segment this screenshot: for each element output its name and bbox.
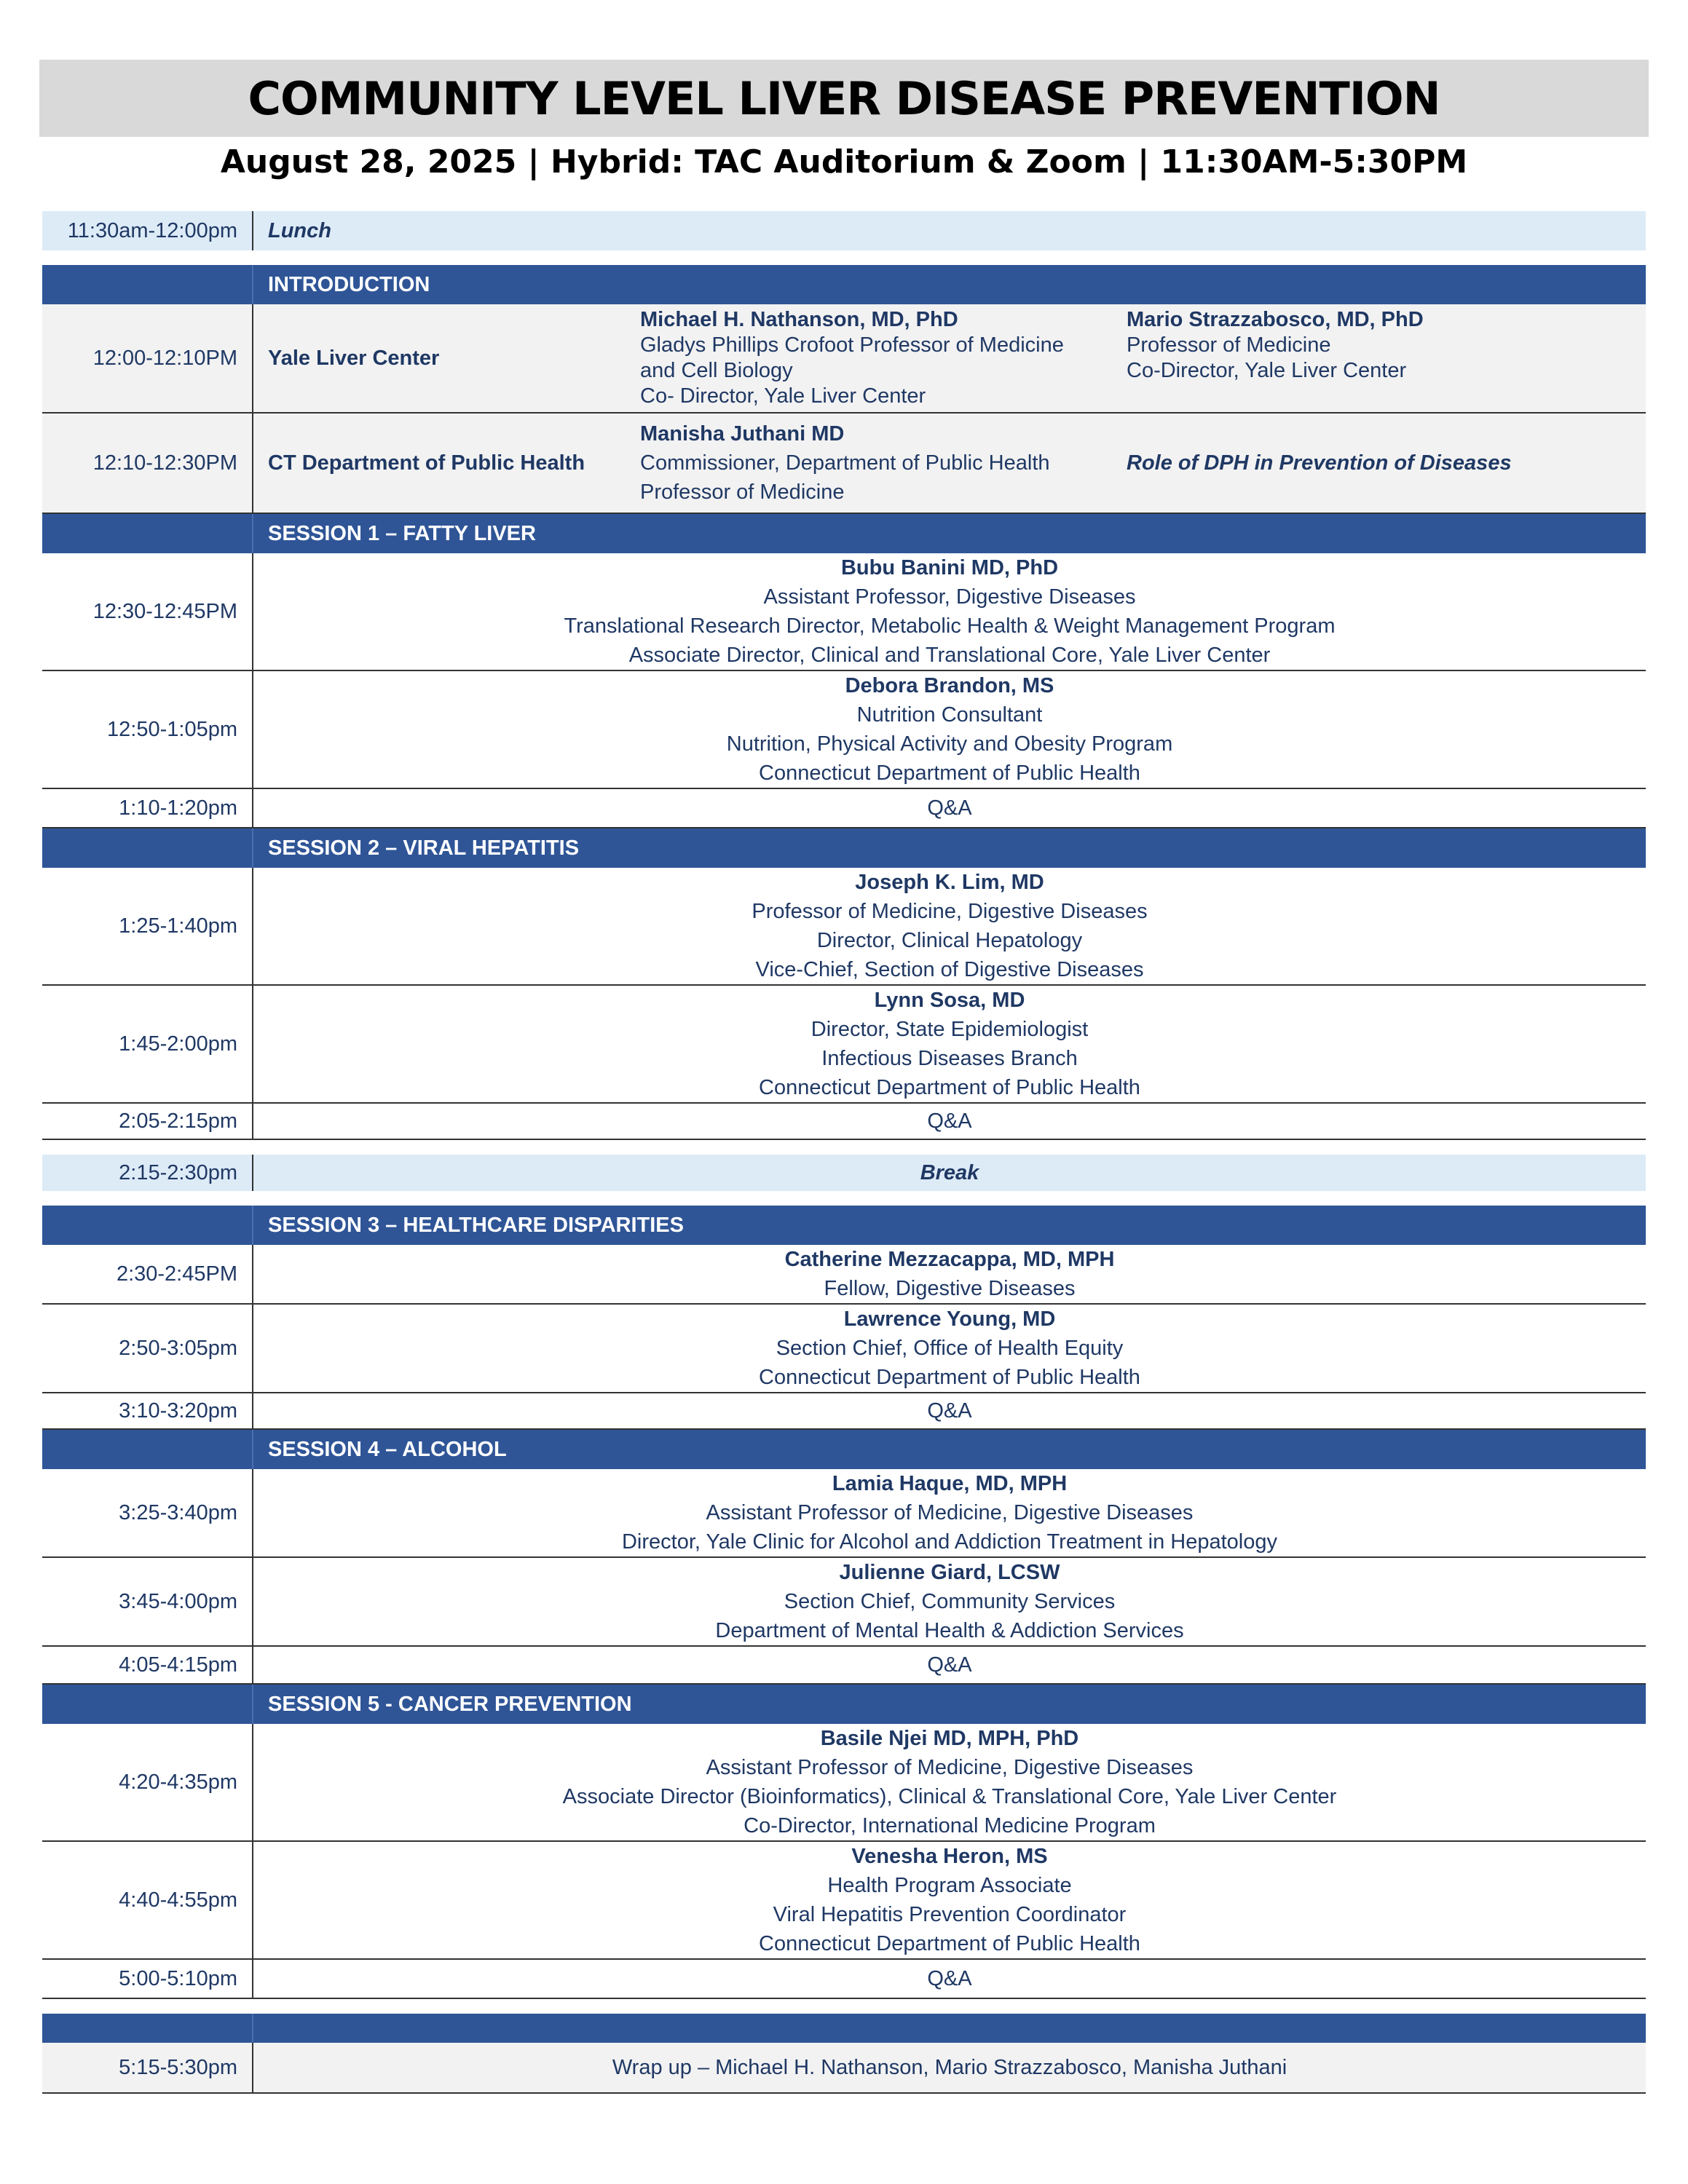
speaker-title: Vice-Chief, Section of Digestive Diseases [755, 958, 1144, 981]
speaker-title: Nutrition Consultant [856, 703, 1043, 727]
speaker-title: Co-Director, International Medicine Program [744, 1814, 1156, 1837]
intro-row-yale [42, 304, 1646, 414]
slot-time: 12:50-1:05pm [42, 671, 253, 788]
speaker-name: Catherine Mezzacappa, MD, MPH [784, 1248, 1115, 1271]
session3-row-2 [42, 1305, 1646, 1393]
wrapup-label: Wrap up – Michael H. Nathanson, Mario Strazzabosco, Manisha Juthani [612, 2056, 1287, 2079]
speaker-title: Fellow, Digestive Diseases [824, 1277, 1076, 1300]
break-time: 2:15-2:30pm [42, 1155, 253, 1191]
wrapup-time: 5:15-5:30pm [42, 2043, 253, 2092]
session3-row-1 [42, 1245, 1646, 1305]
speaker-name: Julienne Giard, LCSW [839, 1561, 1060, 1584]
intro-header-label: INTRODUCTION [268, 272, 430, 296]
speaker-title: Assistant Professor, Digestive Diseases [763, 585, 1136, 609]
session4-header-label: SESSION 4 – ALCOHOL [268, 1437, 507, 1461]
wrapup-row [42, 2043, 1646, 2094]
speaker-title: and Cell Biology [640, 359, 793, 382]
session5-row-2 [42, 1842, 1646, 1960]
speaker-name: Manisha Juthani MD [640, 422, 845, 446]
slot-content [253, 1245, 1646, 1303]
speaker-title: Director, Yale Clinic for Alcohol and Addiction Treatment in Hepatology [621, 1530, 1278, 1554]
slot-content [253, 1842, 1646, 1958]
page-title: COMMUNITY LEVEL LIVER DISEASE PREVENTION [248, 71, 1440, 125]
speaker-title: Associate Director (Bioinformatics), Clinical & Translational Core, Yale Liver Center [562, 1785, 1337, 1808]
speaker-title: Nutrition, Physical Activity and Obesity Program [726, 732, 1173, 756]
speaker-title: Department of Mental Health & Addiction Services [715, 1619, 1184, 1642]
session1-header-label: SESSION 1 – FATTY LIVER [268, 521, 536, 545]
session3-header [42, 1206, 1646, 1245]
speaker-title: Co- Director, Yale Liver Center [640, 384, 926, 408]
speaker-title: Professor of Medicine [1127, 333, 1331, 357]
slot-content [253, 553, 1646, 670]
slot-content [253, 671, 1646, 788]
slot-content [253, 1724, 1646, 1840]
speaker-name: Lawrence Young, MD [843, 1307, 1056, 1331]
slot-time: 5:00-5:10pm [42, 1960, 253, 1998]
slot-time: 12:30-12:45PM [42, 553, 253, 670]
session4-header [42, 1430, 1646, 1469]
title-bar [39, 60, 1649, 137]
speaker-title: Professor of Medicine [640, 480, 845, 504]
session3-qa-row [42, 1393, 1646, 1430]
agenda-table [42, 211, 1646, 2094]
speaker-title: Professor of Medicine, Digestive Diseases [752, 900, 1148, 923]
speaker-title: Translational Research Director, Metabolic Health & Weight Management Program [564, 614, 1336, 638]
session2-row-2 [42, 986, 1646, 1104]
qa-label: Q&A [927, 1967, 972, 1990]
speaker-name: Bubu Banini MD, PhD [840, 556, 1059, 579]
intro-row2-org: CT Department of Public Health [268, 451, 585, 475]
speaker-title: Assistant Professor of Medicine, Digestive Diseases [706, 1501, 1194, 1524]
speaker-name: Lynn Sosa, MD [874, 989, 1025, 1012]
wrapup-header [42, 2014, 1646, 2043]
session4-row-2 [42, 1558, 1646, 1647]
speaker-name: Debora Brandon, MS [845, 674, 1054, 697]
slot-time: 1:25-1:40pm [42, 868, 253, 984]
intro-row1-speaker1 [640, 304, 1127, 412]
session1-header [42, 514, 1646, 553]
speaker-name: Venesha Heron, MS [851, 1845, 1048, 1868]
slot-time: 1:45-2:00pm [42, 986, 253, 1102]
session1-row-2 [42, 671, 1646, 789]
slot-time: 4:40-4:55pm [42, 1842, 253, 1958]
session2-qa-row [42, 1104, 1646, 1140]
speaker-name: Basile Njei MD, MPH, PhD [820, 1727, 1079, 1750]
session4-qa-row [42, 1647, 1646, 1685]
qa-label: Q&A [927, 1399, 972, 1423]
slot-time: 3:45-4:00pm [42, 1558, 253, 1645]
speaker-name: Michael H. Nathanson, MD, PhD [640, 308, 958, 331]
intro-row-dph [42, 414, 1646, 514]
speaker-title: Health Program Associate [827, 1874, 1072, 1897]
intro-row1-speaker2 [1127, 304, 1646, 412]
session2-header [42, 828, 1646, 868]
speaker-title: Section Chief, Community Services [784, 1590, 1116, 1613]
slot-time: 3:25-3:40pm [42, 1469, 253, 1556]
slot-time: 3:10-3:20pm [42, 1393, 253, 1428]
session5-row-1 [42, 1724, 1646, 1842]
speaker-title: Connecticut Department of Public Health [759, 1076, 1140, 1099]
speaker-name: Joseph K. Lim, MD [855, 871, 1044, 894]
session4-row-1 [42, 1469, 1646, 1558]
speaker-name: Lamia Haque, MD, MPH [832, 1472, 1068, 1495]
slot-content [253, 1469, 1646, 1556]
session1-row-1 [42, 553, 1646, 671]
slot-content [253, 986, 1646, 1102]
intro-row2-topic-cell [1127, 414, 1646, 513]
speaker-title: Viral Hepatitis Prevention Coordinator [773, 1903, 1127, 1926]
slot-content [253, 868, 1646, 984]
speaker-title: Director, State Epidemiologist [811, 1018, 1089, 1041]
qa-label: Q&A [927, 796, 972, 820]
slot-time: 2:50-3:05pm [42, 1305, 253, 1392]
speaker-title: Connecticut Department of Public Health [759, 761, 1140, 785]
speaker-title: Assistant Professor of Medicine, Digestive Diseases [706, 1756, 1194, 1779]
speaker-title: Associate Director, Clinical and Translational Core, Yale Liver Center [628, 644, 1271, 667]
speaker-name: Mario Strazzabosco, MD, PhD [1127, 308, 1424, 331]
intro-row1-org: Yale Liver Center [268, 346, 440, 370]
speaker-title: Co-Director, Yale Liver Center [1127, 359, 1407, 382]
slot-time: 4:20-4:35pm [42, 1724, 253, 1840]
speaker-title: Gladys Phillips Crofoot Professor of Medicine [640, 333, 1064, 357]
slot-content [253, 1558, 1646, 1645]
slot-time: 4:05-4:15pm [42, 1647, 253, 1683]
lunch-row [42, 211, 1646, 250]
break-row [42, 1155, 1646, 1191]
intro-row1-time: 12:00-12:10PM [42, 304, 253, 412]
slot-time: 2:05-2:15pm [42, 1104, 253, 1139]
break-label: Break [920, 1160, 979, 1184]
slot-time: 2:30-2:45PM [42, 1245, 253, 1303]
intro-row2-speaker [640, 414, 1127, 513]
session5-header-label: SESSION 5 - CANCER PREVENTION [268, 1692, 632, 1716]
lunch-time: 11:30am-12:00pm [42, 211, 253, 250]
page-subtitle: August 28, 2025 | Hybrid: TAC Auditorium & Zoom | 11:30AM-5:30PM [220, 143, 1468, 181]
speaker-title: Connecticut Department of Public Health [759, 1932, 1140, 1955]
topic: Role of DPH in Prevention of Diseases [1127, 451, 1512, 475]
session2-header-label: SESSION 2 – VIRAL HEPATITIS [268, 836, 580, 860]
qa-label: Q&A [927, 1109, 972, 1133]
qa-label: Q&A [927, 1653, 972, 1677]
intro-header [42, 265, 1646, 304]
session5-header [42, 1685, 1646, 1724]
speaker-title: Director, Clinical Hepatology [816, 929, 1083, 952]
speaker-title: Connecticut Department of Public Health [759, 1366, 1140, 1389]
session3-header-label: SESSION 3 – HEALTHCARE DISPARITIES [268, 1213, 684, 1237]
speaker-title: Commissioner, Department of Public Health [640, 451, 1050, 475]
lunch-label: Lunch [268, 218, 331, 242]
session2-row-1 [42, 868, 1646, 986]
intro-row2-time: 12:10-12:30PM [42, 414, 253, 513]
speaker-title: Section Chief, Office of Health Equity [776, 1337, 1124, 1360]
session1-qa-row [42, 789, 1646, 828]
slot-content [253, 1305, 1646, 1392]
session5-qa-row [42, 1960, 1646, 1999]
speaker-title: Infectious Diseases Branch [821, 1047, 1078, 1070]
slot-time: 1:10-1:20pm [42, 789, 253, 827]
